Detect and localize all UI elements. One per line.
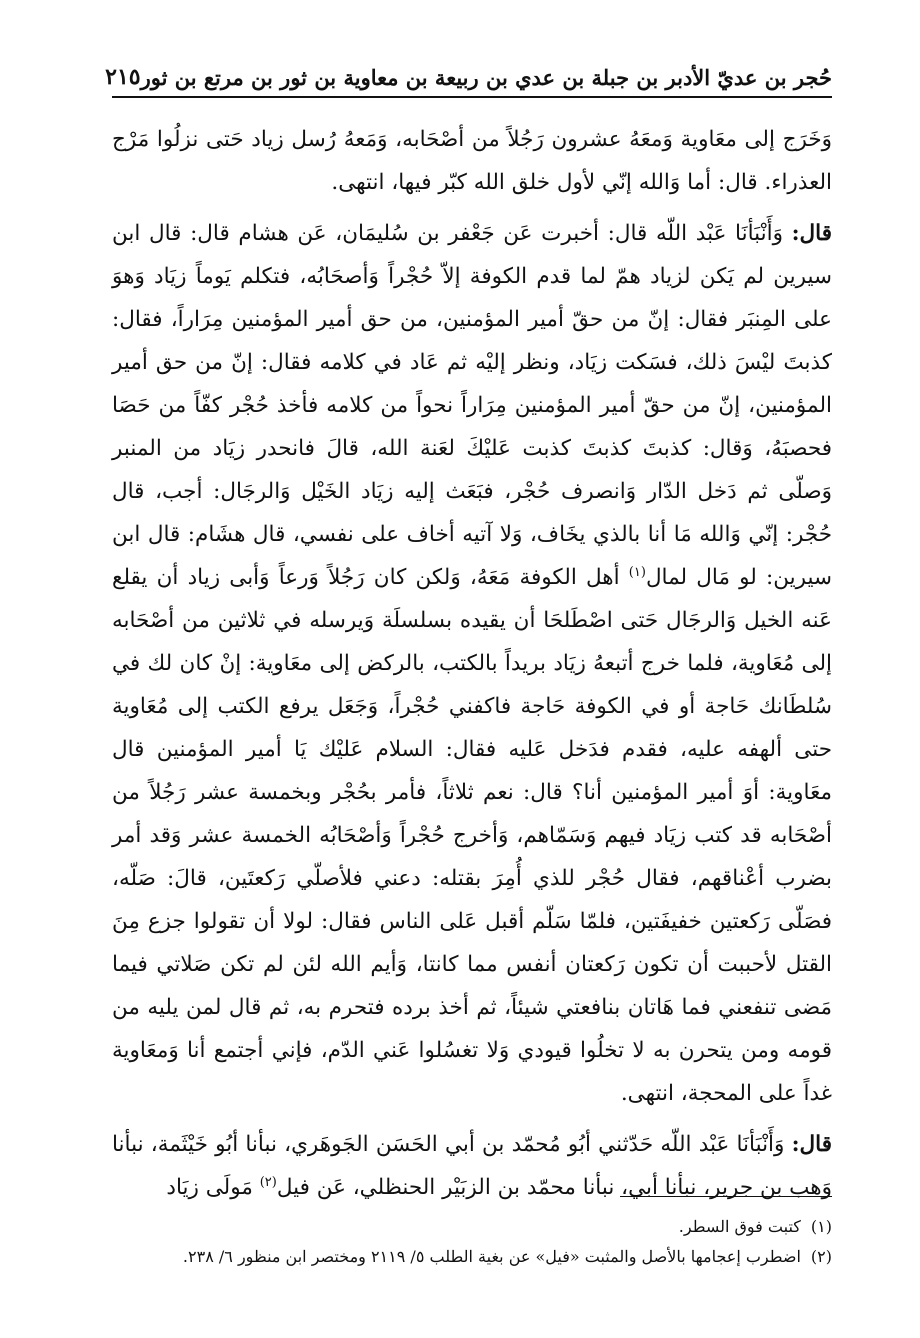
paragraph-1: وَخَرَج إلى معَاوية وَمعَهُ عشرون رَجُلاً من أصْحَابه، وَمَعهُ رُسل زياد حَتى نزلُوا مَرْج العذراء. قال: أما وَالله إنّي لأول خلق الله كبّر فيها، انتهى.	[112, 127, 832, 195]
body-text	[112, 118, 832, 1217]
paragraph-3-lead: قال:	[791, 1132, 832, 1157]
paragraph-2	[112, 212, 832, 1115]
page-header	[105, 58, 832, 98]
page-number: ٢١٥	[105, 64, 141, 90]
footnote-2-number: (٢)	[810, 1247, 832, 1266]
footnote-divider	[620, 1196, 832, 1197]
footnote-2-text: اضطرب إعجامها بالأصل والمثبت «فيل» عن بغية الطلب ٥/ ٢١١٩ ومختصر ابن منظور ٦/ ٢٣٨.	[182, 1247, 801, 1266]
paragraph-2-text: وَأَنْبَأنَا عَبْد اللّه قال: أخبرت عَن جَعْفر بن سُليمَان، عَن هشام قال: قال ابن سيرين لم يَكن لزياد همّ لما قدم الكوفة إلاّ حُجْراً وَأصحَابُه، فتكلم يَوماً زيَاد وَهوَ على المِنبَر فقال: إنّ من حقّ أمير المؤمنين، من حق أمير المؤمنين مِرَاراً، فقال: كذبتَ ليْسَ ذلك، فسَكت زيَاد، ونظر إليْه ثم عَاد في كلامه فقال: إنّ من حق أمير المؤمنين، إنّ من حقّ أمير المؤمنين مِرَاراً نحواً من كلامه فأخذ حُجْر كفّاً من حَصَا فحصبَهُ، وَقال: كذبتَ كذبتَ كذبت عَليْكَ لعَنة الله، قالَ فانحدر زيَاد من المنبر وَصلّى ثم دَخل الدّار وَانصرف حُجْر، فبَعَث إليه زيَاد الخَيْل وَالرجَال: أجب، قال حُجْر: إنّي وَالله مَا أنا بالذي يخَاف، وَلا آتيه أخاف على نفسي، قال هشَام: قال ابن سيرين: لو مَال لمال	[112, 221, 832, 590]
footnote-1-number: (١)	[810, 1217, 832, 1236]
paragraph-3-text-continued: مَولَى زيَاد	[166, 1175, 260, 1200]
footnote-1	[112, 1212, 832, 1242]
paragraph-3-text: وَأَنْبَأنَا عَبْد اللّه حَدّثني أبُو مُحمّد بن أبي الحَسَن الجَوهَري، نبأنا أبُو خَيْثَمة، نبأنا وَهب بن جرير، نبأنا أبي، نبأنا محمّد بن الزبَيْر الحنظلي، عَن فيل	[112, 1132, 832, 1200]
footnotes	[112, 1212, 832, 1272]
paragraph-2-lead: قال:	[791, 221, 832, 246]
footnote-ref-2: (٢)	[259, 1174, 277, 1190]
footnote-1-text: كتبت فوق السطر.	[678, 1217, 801, 1236]
footnote-ref-1: (١)	[628, 564, 646, 580]
paragraph-2-text-continued: أهل الكوفة مَعَهُ، وَلكن كان رَجُلاً وَرعاً وَأبى زياد أن يقلع عَنه الخيل وَالرجَال حَتى اصْطَلحَا أن يقيده بسلسلَة وَيرسله في ثلاثين من أصْحَابه إلى مُعَاوية، فلما خرج أتبعهُ زيَاد بريداً بالكتب، بالركض إلى معَاوية: إنْ كان لك في سُلطَانك حَاجة أو في الكوفة حَاجة فاكفني حُجْراً، وَجَعَل يرفع الكتب إلى مُعَاوية حتى ألهفه عليه، فقدم فدَخل عَليه فقال: السلام عَليْك يَا أمير المؤمنين قال معَاوية: أوَ أمير المؤمنين أنا؟ قال: نعم ثلاثاً، فأمر بحُجْر وبخمسة عشر رَجُلاً من أصْحَابه قد كتب زيَاد فيهم وَسَمّاهم، وَأخرج حُجْراً وَأصْحَابُه الخمسة عشر وَقد أمر بضرب أعْناقهم، فقال حُجْر للذي أُمِرَ بقتله: دعني فلأصلّي رَكعتَين، قالَ: صَلّه، فصَلّى رَكعتين خفيفَتين، فلمّا سَلّم أقبل عَلى الناس فقال: لولا أن تقولوا جزع مِنَ القتل لأحببت أن تكون رَكعتان أنفس مما كانتا، وَأيم الله لئن لم تكن صَلاتي فيما مَضى تنفعني فما هَاتان بنافعتي شيئاً، ثم أخذ برده فتحرم به، ثم قال لمن يليه من قومه ومن يتحرن به لا تخلُوا قيودي وَلا تغسُلوا عَني الدّم، فإني أجتمع أنا وَمعَاوية غداً على المحجة، انتهى.	[112, 565, 832, 1106]
running-title: حُجر بن عديّ الأدبر بن جبلة بن عدي بن ربيعة بن معاوية بن ثور بن مرتع بن ثور	[140, 65, 832, 90]
footnote-2	[112, 1242, 832, 1272]
